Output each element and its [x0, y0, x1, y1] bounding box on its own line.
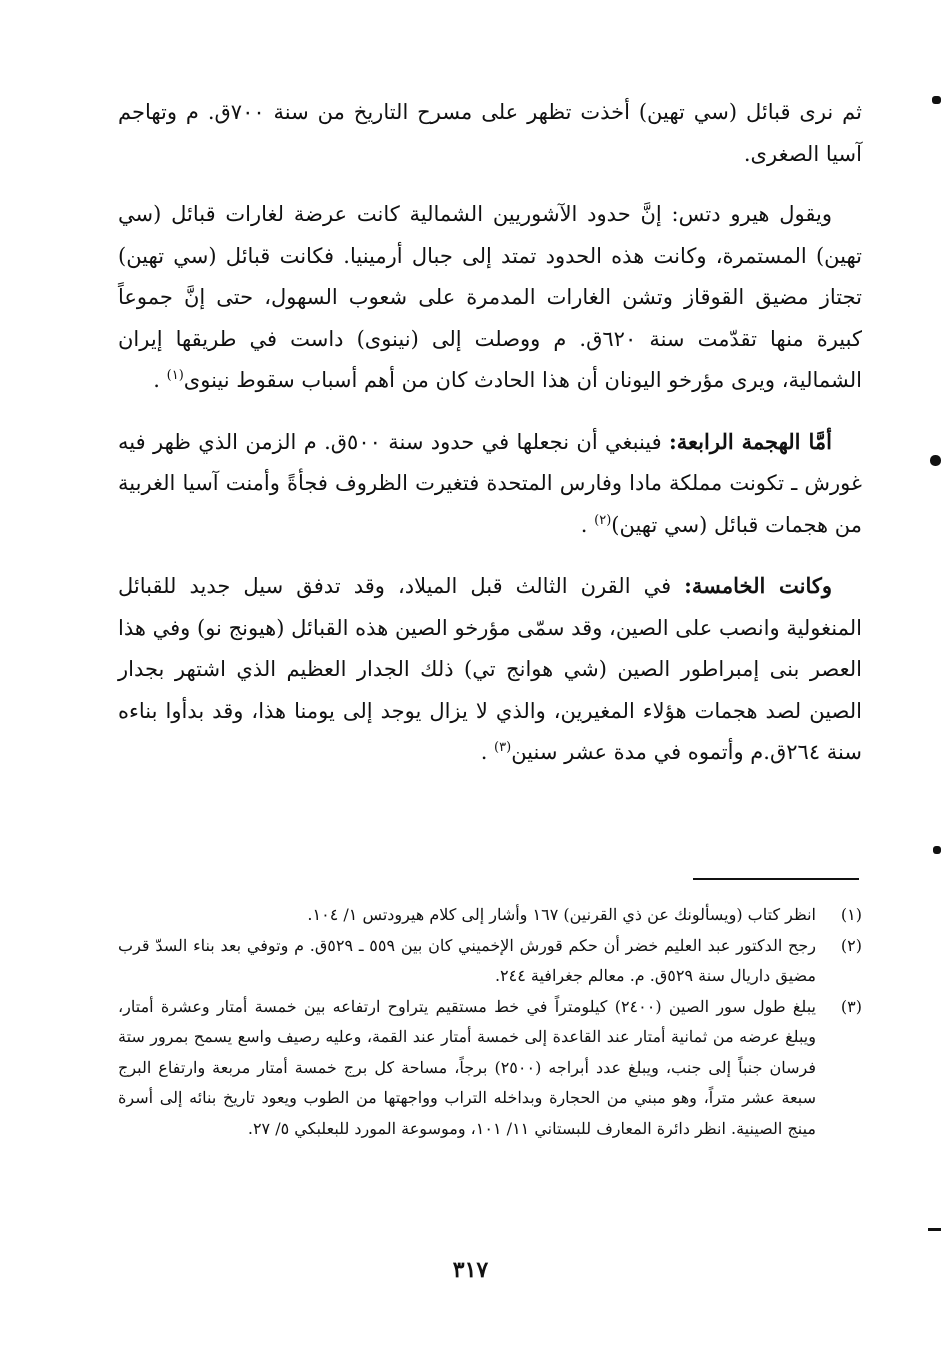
- paragraph-1: [118, 92, 862, 175]
- scan-edge-mark: [932, 96, 941, 104]
- scan-edge-mark: [928, 1228, 941, 1231]
- note-ref-1[interactable]: (١): [166, 368, 184, 383]
- footnote-separator: [693, 878, 859, 880]
- paragraph-1-text: ثم نرى قبائل (سي تهين) أخذت تظهر على مسرح التاريخ من سنة ٧٠٠ق. م وتهاجم آسيا الصغرى.: [118, 100, 862, 166]
- footnote-1: [118, 900, 862, 931]
- paragraph-4: وكانت الخامسة: في القرن الثالث قبل الميلاد، وقد تدفق سيل جديد للقبائل المنغولية وانصب على الصين، وقد سمّى مؤرخو الصين هذه القبائل (هيونج نو) وفي هذا العصر بنى إمبراطور الصين (شي هوانج تي) ذلك الجدار العظيم الذي اشتهر بجدار الصين لصد هجمات هؤلاء المغيرين، والذي لا يزال يوجد إلى يومنا هذا، وقد بدأوا بناءه سنة ٢٦٤ق.م وأتموه في مدة عشر سنين$^{(٣)}$ .: [118, 573, 862, 764]
- note-ref-3[interactable]: (٣): [494, 740, 512, 755]
- paragraph-3-text: فينبغي أن نجعلها في حدود سنة ٥٠٠ق. م الزمن الذي ظهر فيه غورش ـ تكونت مملكة مادا وفارس المتحدة فتغيرت الظروف فجأةً وأمنت آسيا الغربية من هجمات قبائل (سي تهين): [118, 429, 862, 537]
- paragraph-4-lead: وكانت الخامسة:: [684, 573, 832, 598]
- paragraph-3-lead: أمَّا الهجمة الرابعة:: [669, 428, 832, 454]
- footnote-3: [118, 992, 862, 1145]
- note-ref-2[interactable]: (٢): [594, 512, 612, 528]
- paragraph-3: أمَّا الهجمة الرابعة: فينبغي أن نجعلها في حدود سنة ٥٠٠ق. م الزمن الذي ظهر فيه غورش ـ تكونت مملكة مادا وفارس المتحدة فتغيرت الظروف فجأةً وأمنت آسيا الغربية من هجمات قبائل (سي تهين)$^{(٢)}$ .: [118, 428, 862, 537]
- footnote-text: يبلغ طول سور الصين (٢٤٠٠) كيلومتراً في خط مستقيم يتراوح ارتفاعه بين خمسة أمتار وعشرة أمتار، ويبلغ عرضه من ثمانية أمتار عند القاعدة إلى خمسة أمتار عند القمة، وعليه رصيف واسع يسمح بمرور ستة فرسان جنباً إلى جنب، ويبلغ عدد أبراجه (٢٥٠٠) برجاً، مساحة كل برج خمسة أمتار مربعة وارتفاع البرج سبعة عشر متراً، وهو مبني من الحجارة وبداخله التراب وواجهتها من الطوب ويعود تاريخ بنائه إلى أسرة مينج الصينية. انظر دائرة المعارف للبستاني ١١/ ١٠١، وموسوعة المورد للبعلبكي ٥/ ٢٧.: [118, 996, 817, 1138]
- footnote-2: [118, 931, 862, 992]
- paragraph-2-text: ويقول هيرو دتس: إنَّ حدود الآشوريين الشمالية كانت عرضة لغارات قبائل (سي تهين) المستمرة، وكانت هذه الحدود تمتد إلى جبال أرمينيا. فكانت قبائل (سي تهين) تجتاز مضيق القوقاز وتشن الغارات المدمرة على شعوب السهول، حتى إنَّ جموعاً كبيرة منها تقدّمت سنة ٦٢٠ق. م ووصلت إلى (نينوى) داست في طريقها إيران الشمالية، ويرى مؤرخو اليونان أن هذا الحادث كان من أهم أسباب سقوط نينوى: [118, 202, 862, 392]
- footnote-text: رجح الدكتور عبد العليم خضر أن حكم قورش الإخميني كان بين ٥٥٩ ـ ٥٢٩ق. م وتوفي بعد بناء السدّ قرب مضيق داريال سنة ٥٢٩ق. م. معالم جغرافية ٢٤٤.: [118, 935, 816, 985]
- footnote-text: انظر كتاب (ويسألونك عن ذي القرنين) ١٦٧ وأشار إلى كلام هيرودتس ١/ ١٠٤.: [307, 905, 816, 924]
- page-number: ٣١٧: [452, 1257, 489, 1283]
- main-text: [118, 92, 862, 793]
- footnote-number: (١): [840, 905, 862, 924]
- paragraph-4-text: في القرن الثالث قبل الميلاد، وقد تدفق سيل جديد للقبائل المنغولية وانصب على الصين، وقد سمّى مؤرخو الصين هذه القبائل (هيونج نو) وفي هذا العصر بنى إمبراطور الصين (شي هوانج تي) ذلك الجدار العظيم الذي اشتهر بجدار الصين لصد هجمات هؤلاء المغيرين، والذي لا يزال يوجد إلى يومنا هذا، وقد بدأوا بناءه سنة ٢٦٤ق.م وأتموه في مدة عشر سنين: [118, 574, 862, 764]
- footnote-number: (٣): [840, 996, 862, 1016]
- footnote-number: (٢): [840, 935, 862, 955]
- footnotes: [118, 900, 862, 1144]
- scan-edge-mark: [933, 846, 941, 854]
- paragraph-2: ويقول هيرو دتس: إنَّ حدود الآشوريين الشمالية كانت عرضة لغارات قبائل (سي تهين) المستمرة، وكانت هذه الحدود تمتد إلى جبال أرمينيا. فكانت قبائل (سي تهين) تجتاز مضيق القوقاز وتشن الغارات المدمرة على شعوب السهول، حتى إنَّ جموعاً كبيرة منها تقدّمت سنة ٦٢٠ق. م ووصلت إلى (نينوى) داست في طريقها إيران الشمالية، ويرى مؤرخو اليونان أن هذا الحادث كان من أهم أسباب سقوط نينوى$^{(١)}$ .: [118, 202, 862, 392]
- scan-edge-mark: [930, 455, 941, 466]
